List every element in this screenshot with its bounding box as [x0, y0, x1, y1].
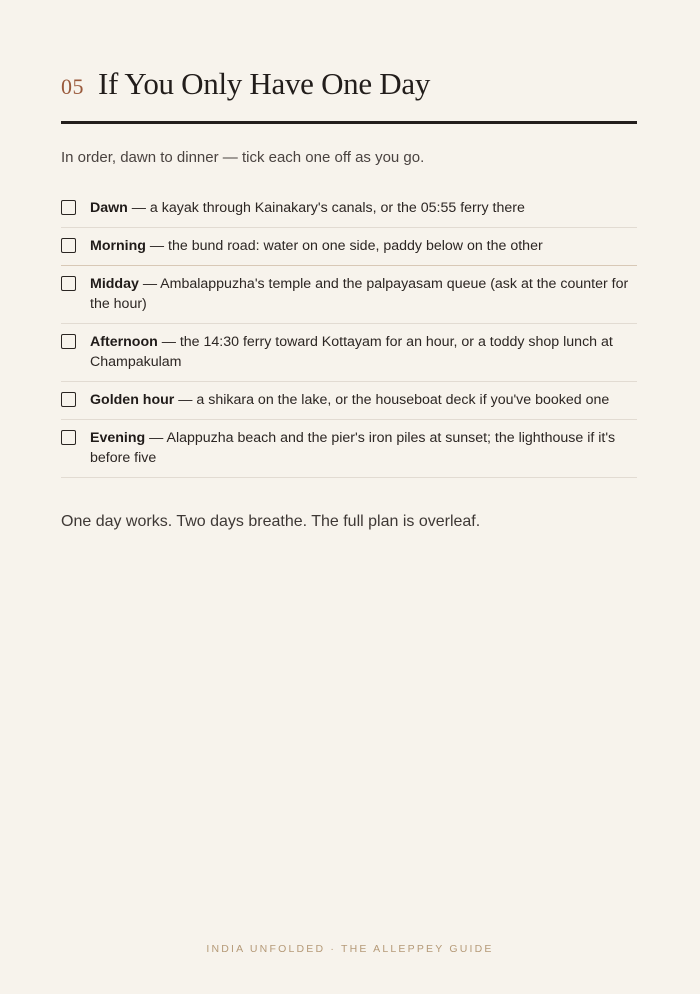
checkbox[interactable]: [61, 200, 76, 215]
checklist-item-morning: [61, 228, 637, 266]
item-description: — the bund road: water on one side, paddy below on the other: [145, 238, 543, 254]
page-footer: INDIA UNFOLDED · THE ALLEPPEY GUIDE: [206, 943, 494, 955]
checkbox[interactable]: [61, 430, 76, 445]
item-label: Dawn: [90, 200, 128, 216]
closing-text: One day works. Two days breathe. The full plan is overleaf.: [61, 513, 481, 530]
item-description: — a kayak through Kainakary's canals, or the 05:55 ferry there: [127, 200, 525, 216]
item-label: Golden hour: [90, 392, 175, 408]
checklist-item-dawn: [61, 190, 637, 228]
item-text: [90, 390, 635, 410]
checklist-item-afternoon: [61, 324, 637, 382]
item-text: [90, 198, 635, 218]
title-divider: [61, 121, 637, 124]
page-header: [61, 66, 637, 102]
checkbox[interactable]: [61, 334, 76, 349]
checklist-item-golden-hour: [61, 382, 637, 420]
item-label: Evening: [90, 430, 146, 446]
checkbox[interactable]: [61, 276, 76, 291]
page-title: If You Only Have One Day: [98, 66, 431, 101]
checkbox[interactable]: [61, 238, 76, 253]
item-text: [90, 428, 635, 468]
checkbox[interactable]: [61, 392, 76, 407]
item-label: Afternoon: [90, 334, 158, 350]
checklist-item-midday: [61, 266, 637, 324]
item-description: — Alappuzha beach and the pier's iron piles at sunset; the lighthouse if it's before five: [90, 430, 616, 466]
item-text: [90, 236, 635, 256]
item-description: — the 14:30 ferry toward Kottayam for an hour, or a toddy shop lunch at Champakulam: [90, 334, 613, 370]
chapter-number: 05: [61, 74, 84, 99]
intro-text: In order, dawn to dinner — tick each one off as you go.: [61, 149, 425, 166]
item-label: Morning: [90, 238, 146, 254]
item-label: Midday: [90, 276, 139, 292]
item-description: — a shikara on the lake, or the houseboat deck if you've booked one: [174, 392, 610, 408]
day-checklist: [61, 190, 637, 478]
item-description: — Ambalappuzha's temple and the palpayasam queue (ask at the counter for the hour): [90, 276, 629, 312]
item-text: [90, 274, 635, 314]
item-text: [90, 332, 635, 372]
checklist-item-evening: [61, 420, 637, 478]
